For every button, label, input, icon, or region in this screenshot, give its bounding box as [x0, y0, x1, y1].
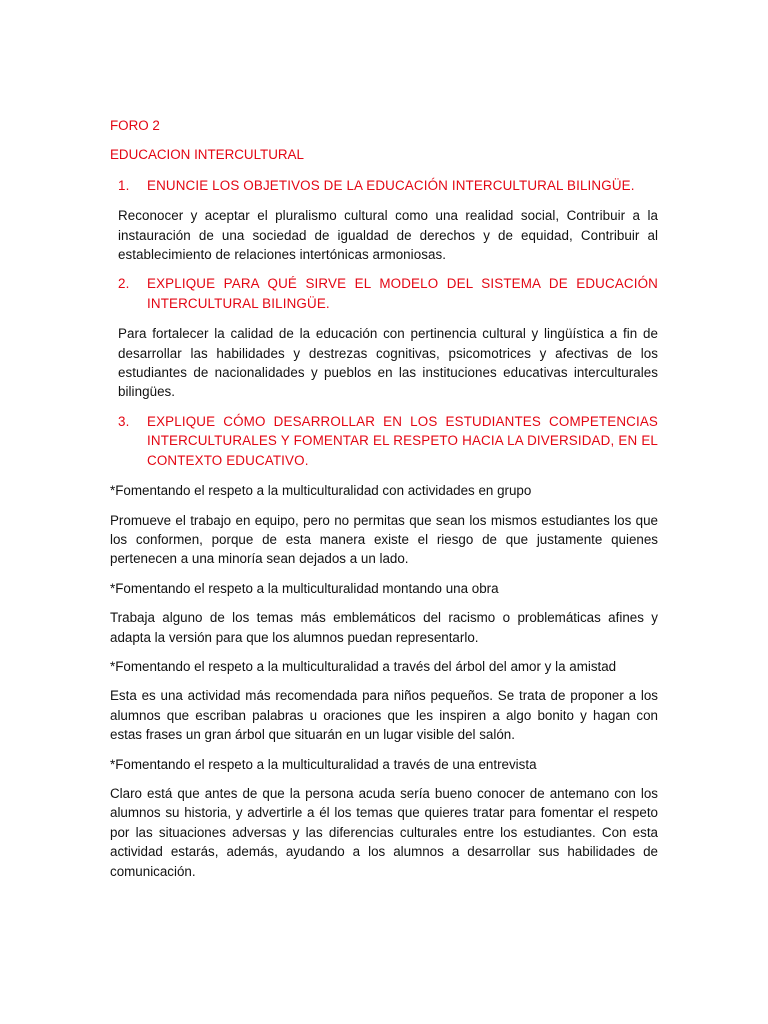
section-body-4: Claro está que antes de que la persona acuda sería bueno conocer de antemano con los alumnos su historia, y advertirle a él los temas que quieres tratar para fomentar el respeto por las situaciones adversas y las diferencias culturales entre los estudiantes. Con esta actividad estarás, además, ayudando a los alumnos a desarrollar sus habilidades de comunicación. — [110, 785, 658, 879]
section-body-3: Esta es una actividad más recomendada para niños pequeños. Se trata de proponer a los alumnos que escriban palabras u oraciones que les inspiren a algo bonito y hagan con estas frases un gran árbol que situarán en un lugar visible del salón. — [110, 688, 658, 743]
document-body — [110, 116, 658, 891]
section-heading-4: *Fomentando el respeto a la multiculturalidad a través de una entrevista — [110, 756, 537, 772]
question-1 — [118, 176, 658, 195]
section-body-2: Trabaja alguno de los temas más emblemáticos del racismo o problemáticas afines y adapta la versión para que los alumnos puedan representarlo. — [110, 610, 658, 645]
section-heading-2: *Fomentando el respeto a la multiculturalidad montando una obra — [110, 580, 499, 596]
section-heading-1: *Fomentando el respeto a la multiculturalidad con actividades en grupo — [110, 483, 532, 499]
question-2 — [118, 274, 658, 313]
question-text: EXPLIQUE PARA QUÉ SIRVE EL MODELO DEL SISTEMA DE EDUCACIÓN INTERCULTURAL BILINGÜE. — [147, 276, 658, 311]
question-number: 2. — [118, 276, 130, 292]
answer-1: Reconocer y aceptar el pluralismo cultural como una realidad social, Contribuir a la instauración de una sociedad de igualdad de derechos y de equidad, Contribuir al establecimiento de relaciones intertónicas armoniosas. — [118, 208, 658, 263]
section-body-1: Promueve el trabajo en equipo, pero no permitas que sean los mismos estudiantes los que los conformen, porque de esta manera existe el riesgo de que justamente quienes pertenecen a una minoría sean dejados a un lado. — [110, 512, 658, 567]
question-number: 1. — [118, 177, 130, 193]
question-text: ENUNCIE LOS OBJETIVOS DE LA EDUCACIÓN INTERCULTURAL BILINGÜE. — [147, 177, 635, 193]
section-heading-3: *Fomentando el respeto a la multiculturalidad a través del árbol del amor y la amistad — [110, 658, 617, 674]
document-title: FORO 2 — [110, 118, 160, 133]
question-number: 3. — [118, 413, 130, 429]
answer-2: Para fortalecer la calidad de la educación con pertinencia cultural y lingüística a fin de desarrollar las habilidades y destrezas cognitivas, psicomotrices y afectivas de los estudiantes de nacionalidades y pueblos en las instituciones educativas interculturales bilingües. — [118, 326, 658, 400]
question-3 — [118, 412, 658, 470]
document-subtitle: EDUCACION INTERCULTURAL — [110, 147, 304, 163]
question-text: EXPLIQUE CÓMO DESARROLLAR EN LOS ESTUDIANTES COMPETENCIAS INTERCULTURALES Y FOMENTAR EL RESPETO HACIA LA DIVERSIDAD, EN EL CONTEXTO EDUCATIVO. — [147, 413, 658, 468]
